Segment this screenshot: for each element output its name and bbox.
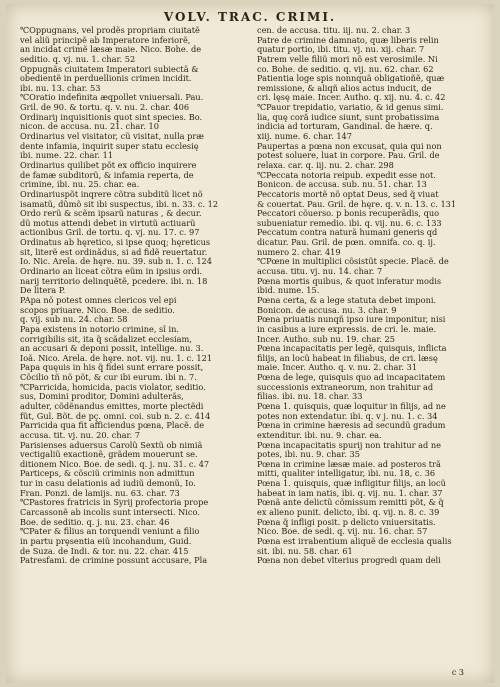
- right-column-line: potes non extendatur. ibi. q. v j. nu. 1. c. 34: [257, 411, 438, 421]
- right-column-line: quatur portio, ibi. titu. vj. nu. xij. char. 7: [257, 45, 425, 55]
- left-column-line: de Suza. de Indi. & tor. nu. 22. char. 415: [20, 546, 189, 556]
- left-column-line: ℃Oratio indefinita æqpollet vniuersali. Pau.: [20, 93, 204, 103]
- right-column-line: successionis extraneorum, non trahitur ad: [257, 382, 434, 392]
- right-column-line: ℃Pœne in multiplici cõsistũt specie. Placẽ. de: [257, 257, 449, 267]
- left-column-line: sus, Domini proditor, Domini adulterãs,: [20, 392, 184, 402]
- left-column-line: Oppugnãs ciuitatem Imperatori subiectã &: [20, 64, 199, 74]
- right-column-line: cri. lęsę maie. Incer. Autho. q. xij. nu. 4. c. 42: [257, 93, 446, 103]
- left-column-line: ditionem Nico. Boe. de sedi. q. j. nu. 31. c. 47: [20, 459, 210, 469]
- left-column-line: Boe. de seditio. q. j. nu. 23. char. 46: [20, 517, 170, 527]
- left-column: [20, 26, 242, 566]
- left-column-line: Ordinariȷ inquisitionis quot sint species. Bo.: [20, 112, 203, 122]
- right-column-line: ibid. nume. 15.: [257, 286, 320, 296]
- left-column-line: an accusari & deponi possit, intellige. nu. 3.: [20, 344, 204, 354]
- right-column-line: Bonicon. de accusa. nu. 3. char. 9: [257, 305, 397, 315]
- right-column-line: accusa. titu. vj. nu. 14. char. 7: [257, 267, 383, 277]
- left-column-line: Gril. de 90. & tortu. q. v. nu. 2. char. 406: [20, 103, 190, 113]
- left-column-line: Ordinarius quilibet põt ex officio inquirere: [20, 160, 197, 170]
- left-column-line: Papa existens in notorio crimine, sĩ in.: [20, 324, 179, 334]
- right-column-line: Pœna q̃ infligi posit. p delicto vniuersitatis.: [257, 517, 436, 527]
- right-column: [257, 26, 479, 566]
- right-column-line: mitti, qualiter intelligatur, ibi. nu. 18, c. 36: [257, 469, 436, 479]
- right-column-line: ℃Peccata notoria reipub. expedit esse not.: [257, 170, 436, 180]
- left-column-line: Fran. Ponzi. de lamijs. nu. 63. char. 73: [20, 488, 180, 498]
- left-column-line: sit, literẽ est ordinãdus, si ad fidẽ reuertatur.: [20, 247, 208, 257]
- right-column-line: & couertat. Pau. Gril. de hęre. q. v. n. 13. c. 131: [257, 199, 457, 209]
- left-column-line: de famæ subditorũ, & infamia reperta, de: [20, 170, 194, 180]
- left-column-line: ℃Pastores fratricis in Syrij profectoria prope: [20, 498, 209, 508]
- left-column-line: ℃Oppugnans, vel prodẽs propriam ciuitatẽ: [20, 26, 200, 35]
- right-column-line: cen. de accusa. titu. iij. nu. 2. char. 3: [257, 26, 411, 35]
- left-column-line: accusa. tit. vj. nu. 20. char. 7: [20, 430, 140, 440]
- right-column-line: potes, ibi. nu. 9. char. 35: [257, 450, 360, 460]
- book-page: [6, 4, 494, 683]
- right-column-line: dicatur. Pau. Gril. de pœn. omnifa. co. q. ij.: [257, 238, 436, 248]
- left-column-line: Particeps, & cõsciũ criminis non admittun: [20, 469, 195, 479]
- left-column-line: vel aliũ principẽ ab Imperatore inferiorẽ,: [20, 35, 191, 45]
- right-column-line: filias. ibi. nu. 18. char. 33: [257, 392, 363, 402]
- right-column-line: Paupertas a pœna non excusat, quia qui non: [257, 141, 442, 151]
- left-column-line: Parisienses aduersus Carolũ Sextũ ob nimiã: [20, 440, 203, 450]
- left-column-line: vectigaliũ exactionẽ, grãdem mouerunt se.: [20, 450, 198, 460]
- left-column-line: corrigibilis sit, ita q̃ scãdalizet ecclesiam,: [20, 334, 192, 344]
- right-column-line: Peccatum contra naturã humani generis qd: [257, 228, 438, 238]
- right-column-line: Pœna 1. quisquis, quæ infligitur filijs, an locũ: [257, 479, 446, 489]
- right-column-line: ex alieno punit. delicto, ibi. q. vij. n. 8. c. 39: [257, 508, 440, 518]
- right-column-line: filijs, an locũ habeat in filiabus, de cri. læsę: [257, 353, 438, 363]
- left-column-line: an incidat crimẽ læsæ maie. Nico. Bohe. de: [20, 45, 202, 55]
- right-column-line: Pœna incapacitatis per legẽ, quisquis, inflicta: [257, 344, 447, 354]
- left-column-line: Carcassonẽ ab incolis sunt intersecti. Nico.: [20, 508, 200, 518]
- left-column-line: fũt, Gul. Bõt. de pç. omni. coi. sub n. 2. c. 414: [20, 411, 211, 421]
- right-column-line: Pœna certa, & a lege statuta debet imponi.: [257, 295, 437, 305]
- right-column-line: habeat in iam natis, ibi. q. vij. nu. 1. char. 37: [257, 488, 443, 498]
- left-column-line: ℃Pater & filius an torquendi veniunt a filio: [20, 527, 200, 537]
- right-column-line: Peccatoris mortẽ nõ optat Deus, sed q̃ viuat: [257, 189, 439, 199]
- right-column-line: extenditur. ibi. nu. 9. char. ea.: [257, 430, 382, 440]
- left-column-line: narij territorio delinquẽtẽ, pcedere. ibi. n. 18: [20, 276, 208, 286]
- left-column-line: Ordinarius vel visitator, cũ visitat, nulla præ: [20, 132, 204, 142]
- left-column-line: crimine, ibi. nu. 25. char. ea.: [20, 180, 140, 190]
- right-column-line: numero 2. char. 419: [257, 247, 341, 257]
- left-column-line: ibi. nume. 22. char. 11: [20, 151, 114, 161]
- right-column-line: Patientia loge spis nonnquã obligatioñẽ, quæ: [257, 74, 445, 84]
- right-column-line: indicia ad torturam, Gandinal. de hære. q.: [257, 122, 433, 132]
- right-column-line: Pœna non debet vlterius progredi quam deli: [257, 556, 441, 566]
- right-column-line: in casibus a iure expressis. de cri. le. maie.: [257, 324, 437, 334]
- right-column-line: relaxa. car. q. iij. nu. 2. char. 298: [257, 160, 394, 170]
- left-column-line: dũ motus attendi debet in virtutũ actiuarũ: [20, 218, 196, 228]
- left-column-line: Ordinatus ab hęretico, si ipse quoq; hęreticus: [20, 238, 211, 248]
- right-column-line: maie. Incer. Autho. q. v. nu. 2. char. 31: [257, 363, 418, 373]
- left-column-line: ibi. nu. 13. char. 53: [20, 83, 101, 93]
- right-column-line: Incer. Autho. sub nu. 19. char. 25: [257, 334, 395, 344]
- left-column-line: PApa nõ potest omnes clericos vel epi: [20, 295, 177, 305]
- left-column-line: scopos priuare. Nico. Boe. de seditio.: [20, 305, 175, 315]
- left-column-line: Io. Nic. Arela. de hęre. nu. 39. sub n. 1. c. 124: [20, 257, 212, 267]
- left-column-line: Papa quęuis in his q̃ fidei sunt errare possit,: [20, 363, 204, 373]
- right-column-line: lia, quę coră iudice siunt, sunt probatissima: [257, 112, 440, 122]
- right-column-line: Nico. Boe. de sedi. q. vij. nu. 16. char. 57: [257, 527, 428, 537]
- right-column-line: Pœna est irrabentium aliquẽ de ecclesia qualis: [257, 536, 452, 546]
- left-column-line: nicon. de accusa. nu. 21. char. 10: [20, 122, 159, 132]
- left-column-line: q. vij. sub nu. 24. char. 58: [20, 315, 128, 325]
- right-column-line: xiij. nume. 6. char. 147: [257, 132, 352, 142]
- left-column-line: obedientẽ in perduellionis crimen incidit.: [20, 74, 192, 84]
- left-column-line: dente infamia, inquirit super statu ecclesię: [20, 141, 199, 151]
- left-column-line: seditio. q. vj. nu. 1. char. 52: [20, 54, 136, 64]
- right-column-line: Patre de crimine damnato, quæ liberis relin: [257, 35, 439, 45]
- right-column-line: Pœna priuatis nunqñ ipso iure imponitur, nisi: [257, 315, 446, 325]
- catchword: c 3: [451, 668, 464, 677]
- left-column-line: Patresfami. de crimine possunt accusare, Pla: [20, 556, 208, 566]
- right-column-line: Pœna de lege, quisquis quo ad incapacitatem: [257, 373, 446, 383]
- running-header: VOLV. TRAC. CRIMI.: [163, 10, 337, 24]
- left-column-line: Ordinario an liceat cõtra eũm in ipsius ordi.: [20, 267, 203, 277]
- right-column-line: Pœnã ante delictũ cõmissum remitti põt, & q̃: [257, 498, 444, 508]
- left-column-line: Ioã. Nico. Arela. de hęre. not. vij. nu. 1. c. 121: [20, 353, 213, 363]
- right-column-line: remissione, & aliqñ alios actus inducit, de: [257, 83, 432, 93]
- right-column-line: potest soluere, luat in corpore. Pau. Gril. de: [257, 151, 440, 161]
- left-column-line: De litera P.: [20, 286, 66, 296]
- right-column-line: ℃Pauor trepidatio, variatio, & id genus simi.: [257, 103, 444, 113]
- left-column-line: ℃Parricida, homicida, pacis violator, seditio.: [20, 382, 206, 392]
- left-column-line: adulter, cõdẽnandus emittes, morte plectẽdi: [20, 401, 204, 411]
- left-column-line: tur in casu delationis ad iudiũ demonũ, Io.: [20, 479, 196, 489]
- left-column-line: actionibus Gril. de tortu. q. vj. nu. 17. c. 97: [20, 228, 200, 238]
- left-column-line: in partu prȩsentia eiũ incohandum, Guid.: [20, 536, 192, 546]
- right-column-line: Peccatori cõuerso. p bonis recuperãdis, quo: [257, 209, 440, 219]
- left-column-line: Ordinariuspõt inqrere cõtra subditũ licet nõ: [20, 189, 203, 199]
- right-column-line: Pœna mortis quibus, & quot inferatur modis: [257, 276, 442, 286]
- right-column-line: Patrem velle filiũ mori nõ est verosimile. Ni: [257, 54, 438, 64]
- right-column-line: Pœna in crimine læsæ maie. ad posteros trã: [257, 459, 441, 469]
- right-column-line: Pœna in crimine hæresis ad secundũ gradum: [257, 421, 446, 431]
- left-column-line: Cõcilio tñ nõ põt, & cur ibi eurum. ibi n. 7.: [20, 373, 197, 383]
- right-column-line: Pœna 1. quisquis, quæ loquitur in filijs, ad ne: [257, 401, 446, 411]
- right-column-line: Pœna incapacitatis spurij non trahitur ad ne: [257, 440, 441, 450]
- right-column-line: Bonicon. de accusa. sub. nu. 51. char. 13: [257, 180, 427, 190]
- right-column-line: subueniatur remedio. ibi. q. vij. nu. 6. c. 133: [257, 218, 442, 228]
- left-column-line: isamatũ, dũmõ sit ibi suspectus, ibi. n. 33. c. 12: [20, 199, 219, 209]
- left-column-line: Ordo rerũ & scẽm ipsarũ naturas , & decur.: [20, 209, 202, 219]
- left-column-line: Parricida qua fit afficiendus pœna, Placẽ. de: [20, 421, 205, 431]
- right-column-line: co. Bohe. de seditio. q. vij. nu. 62. char. 62: [257, 64, 434, 74]
- right-column-line: sit. ibi. nu. 58. char. 61: [257, 546, 353, 556]
